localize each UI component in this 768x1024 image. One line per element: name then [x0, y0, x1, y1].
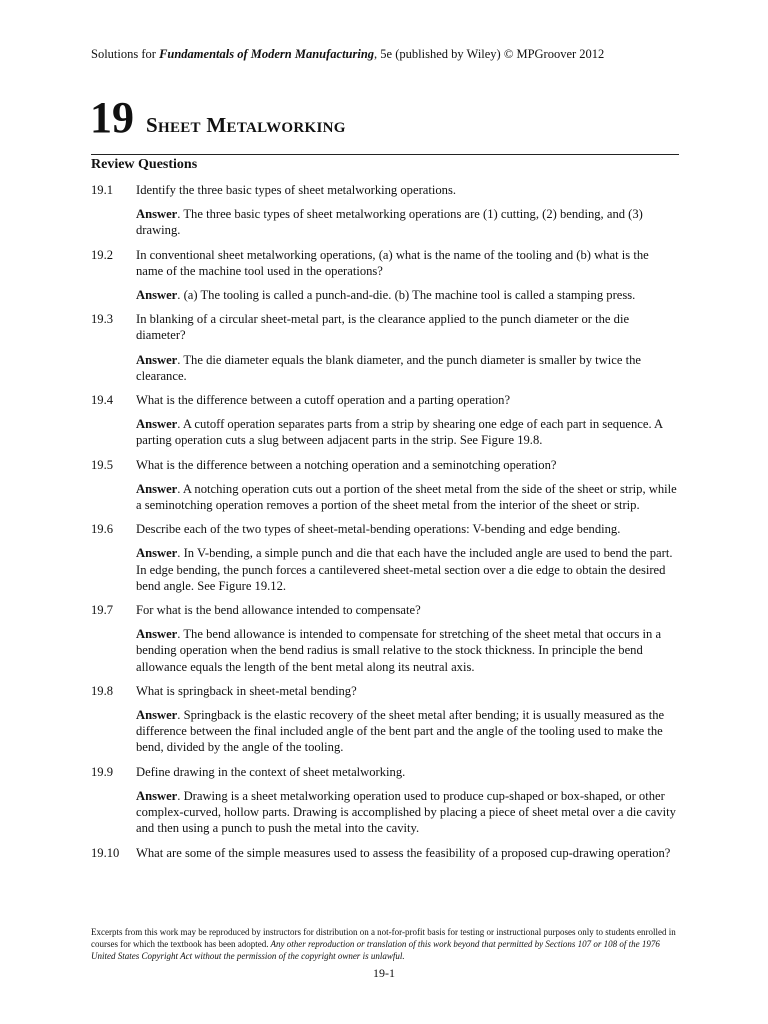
- copyright-plain: Excerpts from this work may be reproduced by instructors for distribution on a not-for-profit basis for testing or instructional purposes only to students enrolled in courses for which the textbook has been adopted.: [91, 927, 676, 949]
- answer-label: Answer: [136, 288, 178, 303]
- copyright-notice: [91, 926, 679, 962]
- question-text: Define drawing in the context of sheet metalworking.: [136, 764, 406, 779]
- section-divider: [91, 154, 679, 155]
- answer-text: . Drawing is a sheet metalworking operation used to produce cup-shaped or box-shaped, or other complex-curved, hollow parts. Drawing is accomplished by placing a piece of sheet metal over a die cavity and then using a punch to push the metal into the cavity.: [136, 788, 676, 836]
- question-answer-list: [91, 182, 679, 869]
- answer: [136, 352, 679, 384]
- question-text: Identify the three basic types of sheet metalworking operations.: [136, 183, 456, 197]
- qa-item: [91, 845, 679, 861]
- chapter-title: [90, 93, 346, 142]
- question: [91, 247, 679, 279]
- answer-text: . The three basic types of sheet metalworking operations are (1) cutting, (2) bending, and (3) drawing.: [136, 207, 643, 238]
- answer: [136, 481, 679, 513]
- answer: [136, 416, 679, 448]
- question-number: 19.8: [91, 683, 114, 698]
- section-heading: Review Questions: [91, 157, 198, 172]
- question-number: 19.4: [91, 393, 114, 408]
- question-text: What is the difference between a notching operation and a seminotching operation?: [136, 457, 557, 472]
- question-number: 19.10: [91, 845, 120, 860]
- question-number: 19.1: [91, 183, 114, 197]
- question-number: 19.6: [91, 522, 114, 537]
- answer: [136, 788, 679, 837]
- answer-label: Answer: [136, 417, 178, 432]
- copyright-italic: Any other reproduction or translation of this work beyond that permitted by Sections 107 or 108 of the 1976 United States Copyright Act without the permission of the copyright owner is unlawful.: [91, 939, 660, 961]
- question: [91, 521, 679, 537]
- answer-label: Answer: [136, 481, 178, 496]
- question-text: In blanking of a circular sheet-metal part, is the clearance applied to the punch diameter or the die diameter?: [136, 312, 630, 343]
- question-text: What is the difference between a cutoff operation and a parting operation?: [136, 393, 511, 408]
- question: [91, 457, 679, 473]
- answer-label: Answer: [136, 207, 178, 222]
- header-book-title: Fundamentals of Modern Manufacturing: [159, 47, 375, 61]
- answer-label: Answer: [136, 627, 178, 642]
- answer-text: . The bend allowance is intended to compensate for stretching of the sheet metal that occurs in a bending operation when the bend radius is small relative to the stock thickness. In principle the bend allowance equals the length of the bent metal along its neutral axis.: [136, 627, 662, 674]
- question-text: What is springback in sheet-metal bending?: [136, 683, 357, 698]
- qa-item: [91, 311, 679, 384]
- question: [91, 182, 679, 198]
- answer-text: . The die diameter equals the blank diameter, and the punch diameter is smaller by twice the clearance.: [136, 352, 641, 383]
- answer-label: Answer: [136, 788, 178, 803]
- question: [91, 764, 679, 780]
- question-number: 19.2: [91, 247, 114, 262]
- answer-label: Answer: [136, 708, 178, 723]
- answer: [136, 206, 679, 238]
- qa-item: [91, 683, 679, 756]
- answer: [136, 707, 679, 756]
- answer-text: . A cutoff operation separates parts from a strip by shearing one edge of each part in sequence. A parting operation cuts a slug between adjacent parts in the strip. See Figure 19.8.: [136, 417, 663, 448]
- header-suffix: , 5e (published by Wiley) © MPGroover 2012: [374, 47, 605, 61]
- question: [91, 311, 679, 343]
- question: [91, 602, 679, 618]
- answer-text: . A notching operation cuts out a portion of the sheet metal from the side of the sheet or strip, while a seminotching operation removes a portion of the sheet metal from the interior of the sheet or strip.: [136, 481, 677, 513]
- question-number: 19.9: [91, 764, 114, 779]
- question-text: In conventional sheet metalworking operations, (a) what is the name of the tooling and (b) what is the name of the machine tool used in the operations?: [136, 247, 649, 278]
- question-text: For what is the bend allowance intended to compensate?: [136, 603, 421, 618]
- question: [91, 683, 679, 699]
- qa-item: [91, 182, 679, 239]
- question-text: Describe each of the two types of sheet-metal-bending operations: V-bending and edge bending.: [136, 522, 621, 537]
- qa-item: [91, 521, 679, 594]
- running-header: [91, 47, 604, 62]
- question-number: 19.3: [91, 312, 114, 327]
- question-number: 19.5: [91, 457, 114, 472]
- qa-item: [91, 602, 679, 675]
- answer: [136, 626, 679, 675]
- chapter-number: 19: [90, 93, 134, 142]
- question-number: 19.7: [91, 603, 114, 618]
- answer-text: . In V-bending, a simple punch and die that each have the included angle are used to bend the part. In edge bending, the punch forces a cantilevered sheet-metal section over a die edge to obtain the desired bend angle. See Figure 19.12.: [136, 546, 673, 593]
- answer-label: Answer: [136, 352, 178, 367]
- answer-label: Answer: [136, 546, 178, 561]
- qa-item: [91, 764, 679, 837]
- qa-item: [91, 247, 679, 304]
- answer: [136, 545, 679, 594]
- answer-text: . Springback is the elastic recovery of the sheet metal after bending; it is usually measured as the difference between the final included angle of the bent part and the angle of the tooling used to make the bend, divided by the angle of the tooling.: [136, 708, 665, 755]
- qa-item: [91, 392, 679, 449]
- answer-text: . (a) The tooling is called a punch-and-die. (b) The machine tool is called a stamping press.: [177, 288, 636, 303]
- chapter-name: Sheet Metalworking: [146, 113, 346, 137]
- page-number: 19-1: [373, 966, 395, 980]
- question-text: What are some of the simple measures used to assess the feasibility of a proposed cup-drawing operation?: [136, 845, 671, 860]
- qa-item: [91, 457, 679, 514]
- question: [91, 392, 679, 408]
- header-prefix: Solutions for: [91, 47, 160, 61]
- answer: [136, 287, 679, 303]
- question: [91, 845, 679, 861]
